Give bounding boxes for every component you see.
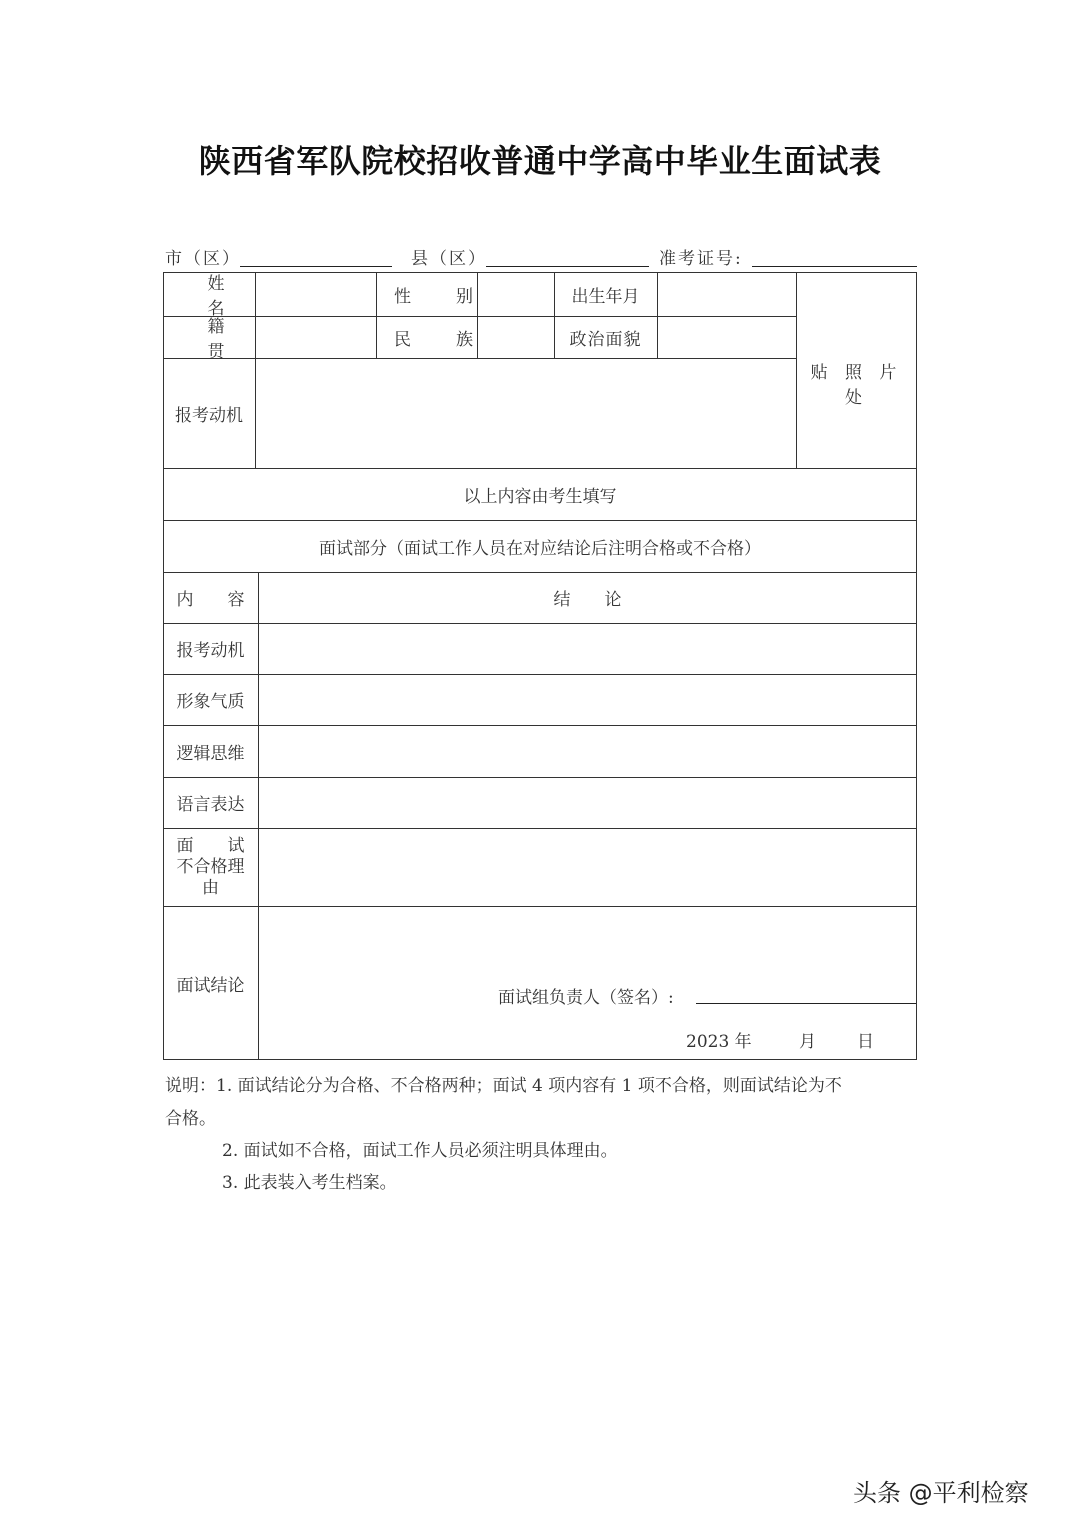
final-conclusion-field[interactable] <box>258 906 917 976</box>
birth-date-field[interactable] <box>657 272 796 316</box>
conclusion-field-motivation[interactable] <box>258 623 917 674</box>
note-3: 3. 此表装入考生档案。 <box>222 1173 397 1193</box>
birth-date-label: 出生年月 <box>571 286 640 307</box>
city-label: 市（区） <box>165 249 241 269</box>
gender-field[interactable] <box>477 272 554 316</box>
exam-id-label: 准考证号: <box>659 249 743 269</box>
date-month: 月 <box>799 1032 816 1052</box>
ethnicity-label: 民 族 <box>394 329 487 350</box>
final-conclusion-label: 面试结论 <box>176 975 245 996</box>
note-1: 说明：1. 面试结论分为合格、不合格两种；面试 4 项内容有 1 项不合格，则面试结论为不 <box>165 1076 842 1096</box>
row-label-appearance: 形象气质 <box>176 692 245 712</box>
county-field[interactable] <box>486 266 649 267</box>
table-border <box>163 1059 917 1060</box>
city-field[interactable] <box>240 266 392 267</box>
gender-label: 性 别 <box>394 286 487 307</box>
political-status-field[interactable] <box>657 316 796 358</box>
conclusion-field-appearance[interactable] <box>258 674 917 725</box>
date-day: 日 <box>857 1032 874 1052</box>
signer-label: 面试组负责人（签名）: <box>498 988 674 1008</box>
motivation-label: 报考动机 <box>175 405 243 426</box>
fail-reason-label-line3: 由 <box>202 877 219 898</box>
date-year: 2023 年 <box>686 1032 752 1052</box>
county-label: 县（区） <box>411 249 487 269</box>
ethnicity-field[interactable] <box>477 316 554 358</box>
fail-reason-label-line2: 不合格理 <box>176 856 245 877</box>
exam-id-field[interactable] <box>752 266 917 267</box>
page-title: 陕西省军队院校招收普通中学高中毕业生面试表 <box>198 142 882 180</box>
name-label: 姓 名 <box>207 274 270 319</box>
conclusion-column-header: 结 论 <box>553 590 622 610</box>
watermark: 头条 @平利检察 <box>853 1479 1029 1507</box>
motivation-field[interactable] <box>255 358 796 468</box>
row-label-language: 语言表达 <box>176 795 245 815</box>
native-place-field[interactable] <box>255 316 376 358</box>
conclusion-field-logic[interactable] <box>258 725 917 777</box>
content-column-header: 内 容 <box>176 590 245 610</box>
native-place-label: 籍 贯 <box>207 317 270 362</box>
fail-reason-label <box>163 828 258 906</box>
signer-signature-field[interactable] <box>696 1003 916 1004</box>
note-2: 2. 面试如不合格，面试工作人员必须注明具体理由。 <box>222 1141 618 1161</box>
fail-reason-field[interactable] <box>258 828 917 906</box>
row-label-motivation: 报考动机 <box>176 641 245 661</box>
photo-placeholder[interactable]: 贴 照 片 处 <box>810 363 903 408</box>
row-label-logic: 逻辑思维 <box>176 743 245 764</box>
name-field[interactable] <box>255 272 376 316</box>
fail-reason-label-line1: 面 试 <box>176 835 245 856</box>
political-status-label: 政治面貌 <box>569 329 642 350</box>
filled-by-applicant-note: 以上内容由考生填写 <box>463 486 617 507</box>
note-1-continuation: 合格。 <box>165 1109 216 1129</box>
interview-section-heading: 面试部分（面试工作人员在对应结论后注明合格或不合格） <box>319 538 761 559</box>
interview-form-table <box>163 272 917 1060</box>
conclusion-field-language[interactable] <box>258 777 917 828</box>
